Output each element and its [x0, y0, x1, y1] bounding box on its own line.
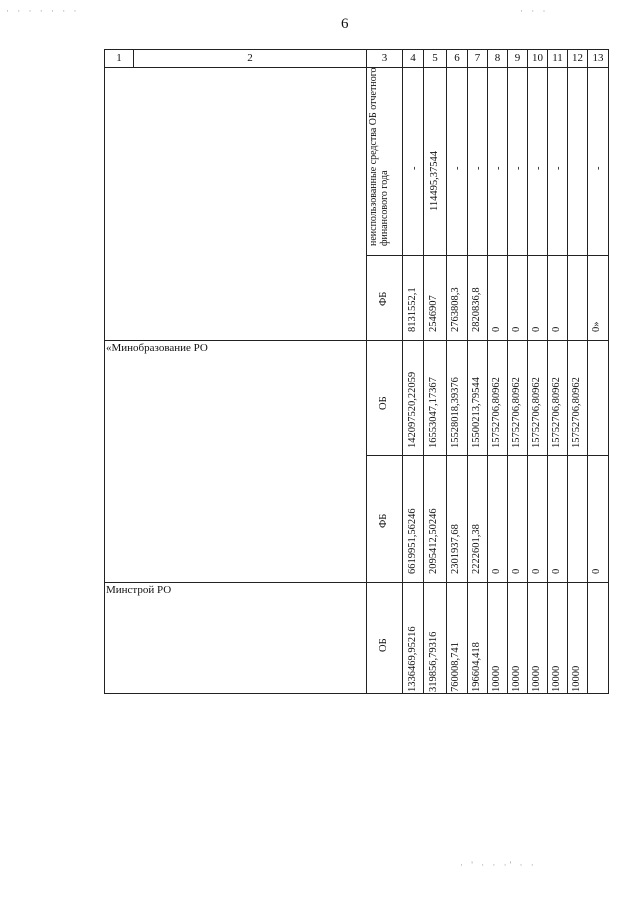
scan-artifact-top-right: · · ·	[520, 6, 549, 16]
col-header-7: 7	[474, 52, 481, 64]
col-header-6: 6	[454, 52, 460, 64]
col-header-8: 8	[494, 52, 501, 64]
page-number: 6	[341, 16, 349, 32]
col-header-1: 1	[116, 52, 122, 64]
scan-artifact-top: · · · · · · ·	[6, 6, 80, 16]
col-header-3: 3	[381, 52, 388, 64]
col-header-12: 12	[572, 52, 583, 64]
col-header-10: 10	[532, 52, 543, 64]
col-header-11: 11	[552, 52, 563, 64]
col-header-2: 2	[247, 52, 253, 64]
scan-artifact-bottom: · ' · · ·' · ·	[460, 860, 537, 870]
block-label-minstroy: Минстрой РО	[106, 584, 172, 596]
block-label-minobrazovanie: «Минобразование РО	[106, 342, 208, 354]
col-header-9: 9	[514, 52, 521, 64]
col-header-5: 5	[432, 52, 438, 64]
col-header-4: 4	[410, 52, 416, 64]
col-header-13: 13	[592, 52, 604, 64]
